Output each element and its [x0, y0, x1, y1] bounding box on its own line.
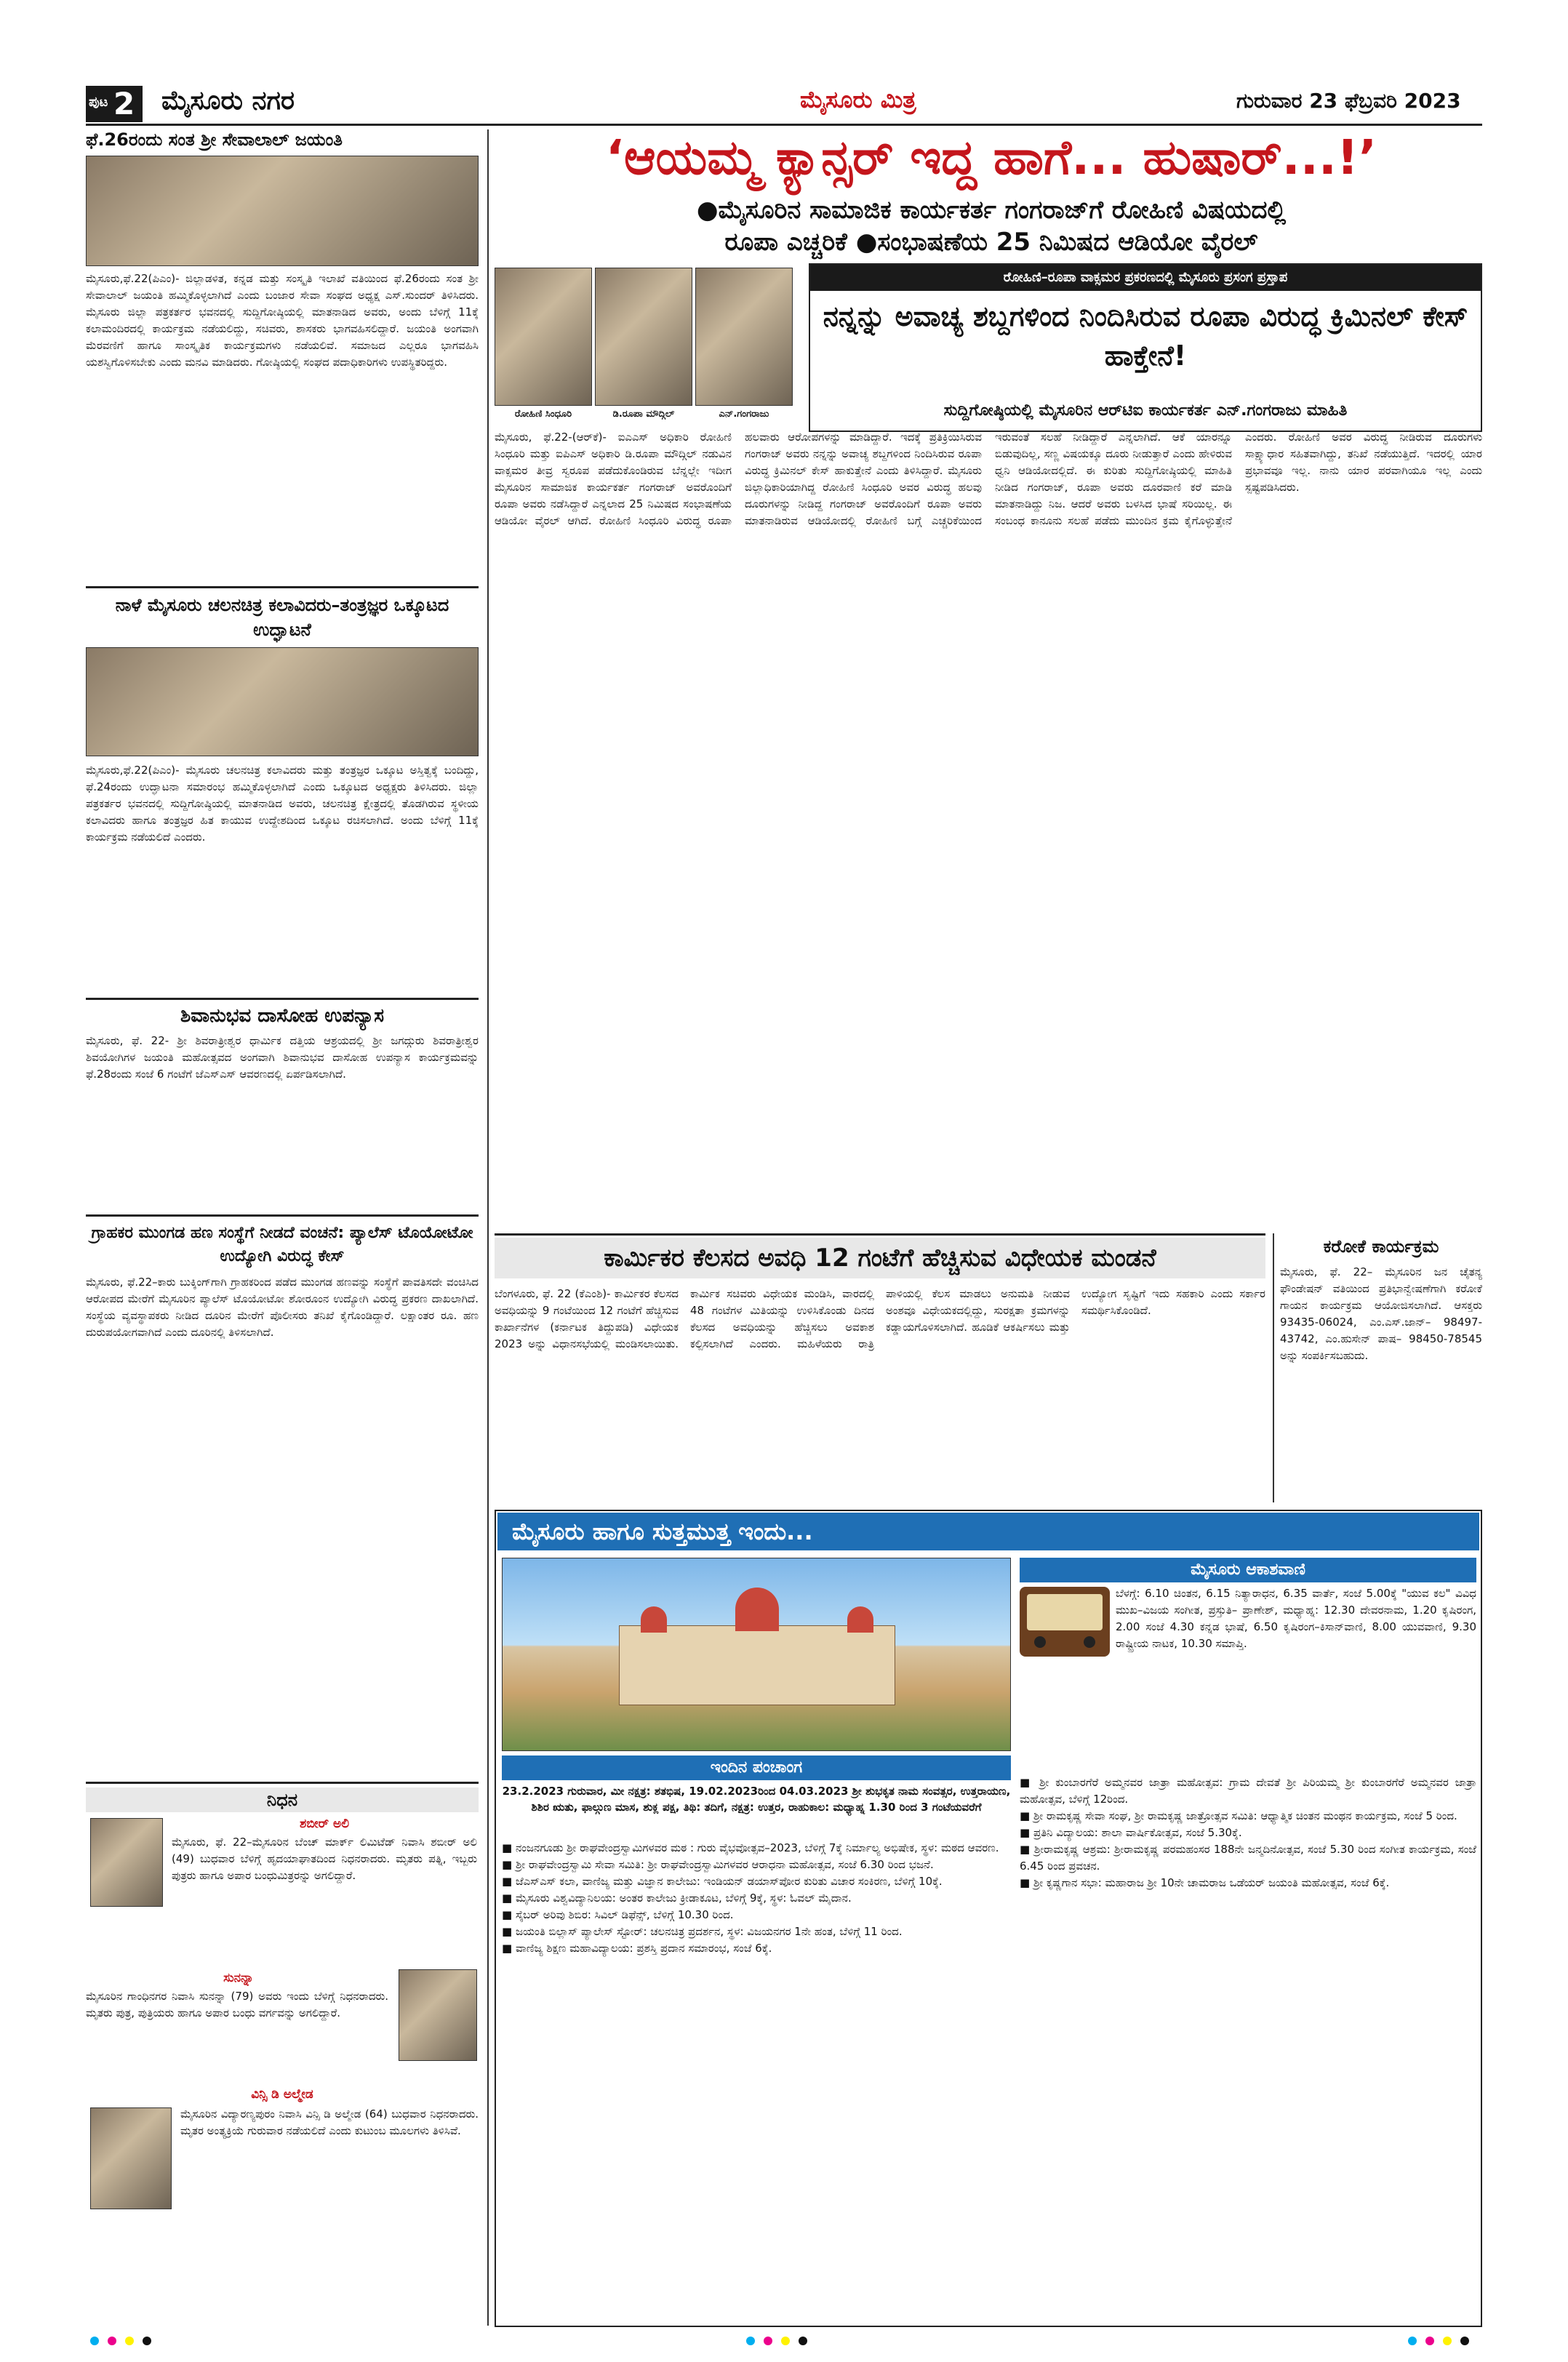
lead-story-body: ಮೈಸೂರು, ಫೆ.22-(ಆರ್‌ಕೆ)- ಐಎಎಸ್ ಅಧಿಕಾರಿ ರೋಹಿಣಿ ಸಿಂಧೂರಿ ಮತ್ತು ಐಪಿಎಸ್ ಅಧಿಕಾರಿ ಡಿ.ರೂಪಾ ಮೌದ್ಗಿಲ್ ನಡುವಿನ ವಾಕ್ಸಮರ ತೀವ್ರ ಸ್ವರೂಪ ಪಡೆದುಕೊಂಡಿರುವ ಬೆನ್ನಲ್ಲೇ ಇದೀಗ ಮೈಸೂರಿನ ಸಾಮಾಜಿಕ ಕಾರ್ಯಕರ್ತ ಗಂಗರಾಜ್ ಅವರೊಂದಿಗೆ ರೂಪಾ ಅವರು ನಡೆಸಿದ್ದಾರೆ ಎನ್ನಲಾದ 25 ನಿಮಿಷದ ಸಂಭಾಷಣೆಯ ಆಡಿಯೋ ವೈರಲ್ ಆಗಿದೆ. ರೋಹಿಣಿ ಸಿಂಧೂರಿ ವಿರುದ್ಧ ರೂಪಾ ಹಲವಾರು ಆರೋಪಗಳನ್ನು ಮಾಡಿದ್ದಾರೆ. ಇದಕ್ಕೆ ಪ್ರತಿಕ್ರಿಯಿಸಿರುವ ಗಂಗರಾಜ್ ಅವರು ನನ್ನನ್ನು ಅವಾಚ್ಯ ಶಬ್ದಗಳಿಂದ ನಿಂದಿಸಿರುವ ರೂಪಾ ವಿರುದ್ಧ ಕ್ರಿಮಿನಲ್ ಕೇಸ್ ಹಾಕುತ್ತೇನೆ ಎಂದು ತಿಳಿಸಿದ್ದಾರೆ. ಮೈಸೂರು ಜಿಲ್ಲಾಧಿಕಾರಿಯಾಗಿದ್ದ ರೋಹಿಣಿ ಸಿಂಧೂರಿ ಅವರ ವಿರುದ್ಧ ಹಲವು ದೂರುಗಳನ್ನು ನೀಡಿದ್ದ ಗಂಗರಾಜ್ ಅವರೊಂದಿಗೆ ರೂಪಾ ಅವರು ಮಾತನಾಡಿರುವ ಆಡಿಯೋದಲ್ಲಿ ರೋಹಿಣಿ ಬಗ್ಗೆ ಎಚ್ಚರಿಕೆಯಿಂದ ಇರುವಂತೆ ಸಲಹೆ ನೀಡಿದ್ದಾರೆ ಎನ್ನಲಾಗಿದೆ. ಆಕೆ ಯಾರನ್ನೂ ಬಿಡುವುದಿಲ್ಲ, ಸಣ್ಣ ವಿಷಯಕ್ಕೂ ದೂರು ನೀಡುತ್ತಾರೆ ಎಂದು ಹೇಳಿರುವ ಧ್ವನಿ ಆಡಿಯೋದಲ್ಲಿದೆ. ಈ ಕುರಿತು ಸುದ್ದಿಗೋಷ್ಠಿಯಲ್ಲಿ ಮಾಹಿತಿ ನೀಡಿದ ಗಂಗರಾಜ್, ರೂಪಾ ಅವರು ದೂರವಾಣಿ ಕರೆ ಮಾಡಿ ಮಾತನಾಡಿದ್ದು ನಿಜ. ಆದರೆ ಅವರು ಬಳಸಿದ ಭಾಷೆ ಸರಿಯಿಲ್ಲ. ಈ ಸಂಬಂಧ ಕಾನೂನು ಸಲಹೆ ಪಡೆದು ಮುಂದಿನ ಕ್ರಮ ಕೈಗೊಳ್ಳುತ್ತೇನೆ ಎಂದರು. ರೋಹಿಣಿ ಅವರ ವಿರುದ್ಧ ನೀಡಿರುವ ದೂರುಗಳು ಸಾಕ್ಷ್ಯಾಧಾರ ಸಹಿತವಾಗಿದ್ದು, ತನಿಖೆ ನಡೆಯುತ್ತಿದೆ. ಇದರಲ್ಲಿ ಯಾರ ಪ್ರಭಾವವೂ ಇಲ್ಲ. ನಾನು ಯಾರ ಪರವಾಗಿಯೂ ಇಲ್ಲ ಎಂದು ಸ್ಪಷ್ಟಪಡಿಸಿದರು.: [495, 431, 1482, 527]
radio-heading: ಮೈಸೂರು ಆಕಾಶವಾಣಿ: [1020, 1558, 1476, 1582]
obituary-body-vinci: ಮೈಸೂರಿನ ವಿದ್ಯಾರಣ್ಯಪುರಂ ನಿವಾಸಿ ವಿನ್ಸಿ ಡಿ ಅಲ್ಮೇಡ (64) ಬುಧವಾರ ನಿಧನರಾದರು. ಮೃತರ ಅಂತ್ಯಕ್ರಿಯೆ ಗುರುವಾರ ನಡೆಯಲಿದೆ ಎಂದು ಕುಟುಂಬ ಮೂಲಗಳು ತಿಳಿಸಿವೆ.: [180, 2107, 479, 2137]
photo-n-gangaraju: [695, 268, 793, 406]
page-tag-label: ಪುಟ: [89, 95, 108, 110]
palace-dome: [847, 1606, 873, 1633]
lead-subhead-2: ರೂಪಾ ಎಚ್ಚರಿಕೆ ●ಸಂಭಾಷಣೆಯ 25 ನಿಮಿಷದ ಆಡಿಯೋ ವೈರಲ್: [724, 228, 1258, 257]
karaoke-body: ಮೈಸೂರು, ಫೆ. 22– ಮೈಸೂರಿನ ಜನ ಚೈತನ್ಯ ಫೌಂಡೇಷನ್ ವತಿಯಿಂದ ಪ್ರತಿಭಾನ್ವೇಷಣೆಗಾಗಿ ಕರೋಕೆ ಗಾಯನ ಕಾರ್ಯಕ್ರಮ ಆಯೋಜಿಸಲಾಗಿದೆ. ಆಸಕ್ತರು 93435-06024, ಎಂ.ಎಸ್.ಜಾನ್– 98497-43742, ಎಂ.ಹುಸೇನ್ ಪಾಷ– 98450-78545 ಅನ್ನು ಸಂಪರ್ಕಿಸಬಹುದು.: [1280, 1265, 1482, 1362]
palace-dome: [641, 1606, 667, 1633]
palace-photo: [502, 1558, 1011, 1751]
obituary-body-shabbir: ಮೈಸೂರು, ಫೆ. 22–ಮೈಸೂರಿನ ಬೆಂಚ್ ಮಾರ್ಕ್ ಲಿಮಿಟೆಡ್ ನಿವಾಸಿ ಶಬೀರ್ ಅಲಿ (49) ಬುಧವಾರ ಬೆಳಿಗ್ಗೆ ಹೃದಯಾಘಾತದಿಂದ ನಿಧನರಾದರು. ಮೃತರು ಪತ್ನಿ, ಇಬ್ಬರು ಪುತ್ರರು ಹಾಗೂ ಅಪಾರ ಬಂಧುಮಿತ್ರರನ್ನು ಅಗಲಿದ್ದಾರೆ.: [172, 1835, 477, 1882]
panchanga-heading: ಇಂದಿನ ಪಂಚಾಂಗ: [502, 1756, 1011, 1780]
labour-bill-headline: ಕಾರ್ಮಿಕರ ಕೆಲಸದ ಅವಧಿ 12 ಗಂಟೆಗೆ ಹೆಚ್ಚಿಸುವ ವಿಧೇಯಕ ಮಂಡನೆ: [495, 1238, 1265, 1278]
page-number: 2: [113, 86, 135, 121]
radio-dial: [1027, 1594, 1103, 1630]
column-rule: [1273, 1233, 1274, 1502]
divider: [86, 1782, 479, 1784]
inset-headline: ನನ್ನನ್ನು ಅವಾಚ್ಯ ಶಬ್ದಗಳಿಂದ ನಿಂದಿಸಿರುವ ರೂಪಾ ವಿರುದ್ಧ ಕ್ರಿಮಿನಲ್ ಕೇಸ್ ಹಾಕ್ತೇನೆ!: [823, 300, 1468, 372]
obituary-name-shabbir: ಶಬೀರ್ ಅಲಿ: [299, 1817, 350, 1831]
divider: [86, 586, 479, 588]
article-toyota-body: ಮೈಸೂರು, ಫೆ.22–ಕಾರು ಬುಕ್ಕಿಂಗ್‌ಗಾಗಿ ಗ್ರಾಹಕರಿಂದ ಪಡೆದ ಮುಂಗಡ ಹಣವನ್ನು ಸಂಸ್ಥೆಗೆ ಪಾವತಿಸದೇ ವಂಚಿಸಿದ ಆರೋಪದ ಮೇರೆಗೆ ಮೈಸೂರಿನ ಪ್ಯಾಲೆಸ್ ಟೊಯೋಟೋ ಶೋರೂಂನ ಉದ್ಯೋಗಿ ವಿರುದ್ಧ ಪ್ರಕರಣ ದಾಖಲಾಗಿದೆ. ಸಂಸ್ಥೆಯ ವ್ಯವಸ್ಥಾಪಕರು ನೀಡಿದ ದೂರಿನ ಮೇರೆಗೆ ಪೊಲೀಸರು ತನಿಖೆ ಕೈಗೊಂಡಿದ್ದಾರೆ. ಲಕ್ಷಾಂತರ ರೂ. ಹಣ ದುರುಪಯೋಗವಾಗಿದೆ ಎಂದು ದೂರಿನಲ್ಲಿ ತಿಳಿಸಲಾಗಿದೆ.: [86, 1276, 479, 1339]
film-union-press-photo: [86, 647, 479, 756]
divider: [86, 1214, 479, 1217]
column-rule: [487, 129, 489, 2326]
article-toyota-headline: ಗ್ರಾಹಕರ ಮುಂಗಡ ಹಣ ಸಂಸ್ಥೆಗೆ ನೀಡದೆ ವಂಚನೆ: ಪ್ಯಾಲೆಸ್ ಟೊಯೋಟೋ ಉದ್ಯೋಗಿ ವಿರುದ್ಧ ಕೇಸ್: [91, 1224, 473, 1265]
caption-roopa: ಡಿ.ರೂಪಾ ಮೌದ್ಗಿಲ್: [612, 409, 675, 420]
lead-subhead-1: ●ಮೈಸೂರಿನ ಸಾಮಾಜಿಕ ಕಾರ್ಯಕರ್ತ ಗಂಗರಾಜ್‌ಗೆ ರೋಹಿಣಿ ವಿಷಯದಲ್ಲಿ: [696, 196, 1287, 225]
registration-marks: [86, 2334, 156, 2348]
paper-name: ಮೈಸೂರು ಮಿತ್ರ: [800, 86, 916, 113]
page-tag: [86, 86, 143, 122]
obituary-photo-shabbir: [90, 1818, 163, 1907]
registration-marks: [1404, 2334, 1473, 2348]
events-list-left: ■ ನಂಜನಗೂಡು ಶ್ರೀ ರಾಘವೇಂದ್ರಸ್ವಾಮಿಗಳವರ ಮಠ : ಗುರು ವೈಭವೋತ್ಸವ–2023, ಬೆಳಿಗ್ಗೆ 7ಕ್ಕೆ ನಿರ್ಮಾಲ್ಯ ಅಭಿಷೇಕ, ಸ್ಥಳ: ಮಠದ ಆವರಣ. ■ ಶ್ರೀ ರಾಘವೇಂದ್ರಸ್ವಾಮಿ ಸೇವಾ ಸಮಿತಿ: ಶ್ರೀ ರಾಘವೇಂದ್ರಸ್ವಾಮಿಗಳವರ ಆರಾಧನಾ ಮಹೋತ್ಸವ, ಸಂಜೆ 6.30 ರಿಂದ ಭಜನೆ. ■ ಜೆಎಸ್‌ಎಸ್ ಕಲಾ, ವಾಣಿಜ್ಯ ಮತ್ತು ವಿಜ್ಞಾನ ಕಾಲೇಜು: ಇಂಡಿಯನ್ ಡಯಾಸ್‌ಪೋರ ಕುರಿತು ವಿಚಾರ ಸಂಕಿರಣ, ಬೆಳಿಗ್ಗೆ 10ಕ್ಕೆ. ■ ಮೈಸೂರು ವಿಶ್ವವಿದ್ಯಾನಿಲಯ: ಅಂತರ ಕಾಲೇಜು ಕ್ರೀಡಾಕೂಟ, ಬೆಳಿಗ್ಗೆ 9ಕ್ಕೆ, ಸ್ಥಳ: ಓವಲ್ ಮೈದಾನ. ■ ಸೈಬರ್ ಅರಿವು ಶಿಬಿರ: ಸಿವಿಲ್ ಡಿಫೆನ್ಸ್, ಬೆಳಿಗ್ಗೆ 10.30 ರಿಂದ. ■ ಜಯಂತಿ ಬಿಲ್ಲಾಸ್ ಪ್ಯಾಲೇಸ್ ಸ್ಟೋರ್: ಚಲನಚಿತ್ರ ಪ್ರದರ್ಶನ, ಸ್ಥಳ: ವಿಜಯನಗರ 1ನೇ ಹಂತ, ಬೆಳಿಗ್ಗೆ 11 ರಿಂದ. ■ ವಾಣಿಜ್ಯ ಶಿಕ್ಷಣ ಮಹಾವಿದ್ಯಾಲಯ: ಪ್ರಶಸ್ತಿ ಪ್ರದಾನ ಸಮಾರಂಭ, ಸಂಜೆ 6ಕ್ಕೆ.: [502, 1841, 999, 1955]
article-shivanubhava-body: ಮೈಸೂರು, ಫೆ. 22- ಶ್ರೀ ಶಿವರಾತ್ರೀಶ್ವರ ಧಾರ್ಮಿಕ ದತ್ತಿಯ ಆಶ್ರಯದಲ್ಲಿ ಶ್ರೀ ಜಗದ್ಗುರು ಶಿವರಾತ್ರೀಶ್ವರ ಶಿವಯೋಗಿಗಳ ಜಯಂತಿ ಮಹೋತ್ಸವದ ಅಂಗವಾಗಿ ಶಿವಾನುಭವ ದಾಸೋಹ ಉಪನ್ಯಾಸ ಕಾರ್ಯಕ್ರಮವನ್ನು ಫೆ.28ರಂದು ಸಂಜೆ 6 ಗಂಟೆಗೆ ಜೆಎಸ್‌ಎಸ್ ಆವರಣದಲ್ಲಿ ಏರ್ಪಡಿಸಲಾಗಿದೆ.: [86, 1034, 479, 1081]
radio-schedule: ಬೆಳಗ್ಗೆ: 6.10 ಚಿಂತನ, 6.15 ನಿತ್ಯಾರಾಧನ, 6.35 ವಾರ್ತೆ, ಸಂಜೆ 5.00ಕ್ಕೆ "ಯುವ ಕಲ" ವಿವಿಧ ಮುಖ–ವಿಜಯ ಸಂಗೀತ, ಪ್ರಸ್ತುತಿ– ಪ್ರಾಣೇಶ್, ಮಧ್ಯಾಹ್ನ: 12.30 ದೇವರನಾಮ, 1.20 ಕೃಷಿರಂಗ, 2.00 ಸಂಜೆ 4.30 ಕನ್ನಡ ಭಾಷೆ, 6.50 ಕೃಷಿರಂಗ–ಕಿಸಾನ್‌ವಾಣಿ, 8.00 ಯುವವಾಣಿ, 9.30 ರಾಷ್ಟ್ರೀಯ ನಾಟಕ, 10.30 ಸಮಾಪ್ತಿ.: [1116, 1587, 1476, 1650]
article-film-union-body: ಮೈಸೂರು,ಫೆ.22(ಪಿಎಂ)- ಮೈಸೂರು ಚಲನಚಿತ್ರ ಕಲಾವಿದರು ಮತ್ತು ತಂತ್ರಜ್ಞರ ಒಕ್ಕೂಟ ಅಸ್ತಿತ್ವಕ್ಕೆ ಬಂದಿದ್ದು, ಫೆ.24ರಂದು ಉದ್ಘಾಟನಾ ಸಮಾರಂಭ ಹಮ್ಮಿಕೊಳ್ಳಲಾಗಿದೆ ಎಂದು ಒಕ್ಕೂಟದ ಅಧ್ಯಕ್ಷರು ತಿಳಿಸಿದರು. ಜಿಲ್ಲಾ ಪತ್ರಕರ್ತರ ಭವನದಲ್ಲಿ ಸುದ್ದಿಗೋಷ್ಠಿಯಲ್ಲಿ ಮಾತನಾಡಿದ ಅವರು, ಚಲನಚಿತ್ರ ಕ್ಷೇತ್ರದಲ್ಲಿ ತೊಡಗಿರುವ ಸ್ಥಳೀಯ ಕಲಾವಿದರು ಹಾಗೂ ತಂತ್ರಜ್ಞರ ಹಿತ ಕಾಯುವ ಉದ್ದೇಶದಿಂದ ಒಕ್ಕೂಟ ರಚಿಸಲಾಗಿದೆ. ಅಂದು ಬೆಳಿಗ್ಗೆ 11ಕ್ಕೆ ಕಾರ್ಯಕ್ರಮ ನಡೆಯಲಿದೆ ಎಂದರು.: [86, 764, 479, 844]
caption-gangaraju: ಎನ್.ಗಂಗರಾಜು: [719, 409, 769, 420]
inset-subhead: ಸುದ್ದಿಗೋಷ್ಠಿಯಲ್ಲಿ ಮೈಸೂರಿನ ಆರ್‌ಟಿಐ ಕಾರ್ಯಕರ್ತ ಎನ್.ಗಂಗರಾಜು ಮಾಹಿತಿ: [943, 401, 1348, 420]
radio-knob: [1084, 1636, 1095, 1648]
lead-headline: ‘ಆಯಮ್ಮ ಕ್ಯಾನ್ಸರ್ ಇದ್ದ ಹಾಗೆ... ಹುಷಾರ್...!’: [605, 129, 1377, 185]
obituary-photo-sunanna: [399, 1969, 477, 2061]
inset-kicker: ರೋಹಿಣಿ–ರೂಪಾ ವಾಕ್ಸಮರ ಪ್ರಕರಣದಲ್ಲಿ ಮೈಸೂರು ಪ್ರಸಂಗ ಪ್ರಸ್ತಾಪ: [810, 265, 1481, 291]
events-list-right: ■ ಶ್ರೀ ಕುಂಬಾರಗೆರೆ ಅಮ್ಮನವರ ಜಾತ್ರಾ ಮಹೋತ್ಸವ: ಗ್ರಾಮ ದೇವತೆ ಶ್ರೀ ಪಿರಿಯಮ್ಮ ಶ್ರೀ ಕುಂಬಾರಗೆರೆ ಅಮ್ಮನವರ ಜಾತ್ರಾ ಮಹೋತ್ಸವ, ಬೆಳಿಗ್ಗೆ 12ರಿಂದ. ■ ಶ್ರೀ ರಾಮಕೃಷ್ಣ ಸೇವಾ ಸಂಘ, ಶ್ರೀ ರಾಮಕೃಷ್ಣ ಜಾತ್ರೋತ್ಸವ ಸಮಿತಿ: ಆಧ್ಯಾತ್ಮಿಕ ಚಿಂತನ ಮಂಥನ ಕಾರ್ಯಕ್ರಮ, ಸಂಜೆ 5 ರಿಂದ. ■ ಪ್ರತಿನಿ ವಿದ್ಯಾಲಯ: ಶಾಲಾ ವಾರ್ಷಿಕೋತ್ಸವ, ಸಂಜೆ 5.30ಕ್ಕೆ. ■ ಶ್ರೀರಾಮಕೃಷ್ಣ ಆಶ್ರಮ: ಶ್ರೀರಾಮಕೃಷ್ಣ ಪರಮಹಂಸರ 188ನೇ ಜನ್ಮದಿನೋತ್ಸವ, ಸಂಜೆ 5.30 ರಿಂದ ಸಂಗೀತ ಕಾರ್ಯಕ್ರಮ, ಸಂಜೆ 6.45 ರಿಂದ ಪ್ರವಚನ. ■ ಶ್ರೀ ಕೃಷ್ಣಗಾನ ಸಭಾ: ಮಹಾರಾಜ ಶ್ರೀ 10ನೇ ಚಾಮರಾಜ ಒಡೆಯರ್ ಜಯಂತಿ ಮಹೋತ್ಸವ, ಸಂಜೆ 6ಕ್ಕೆ.: [1020, 1776, 1476, 1889]
obituary-name-vinci: ವಿನ್ಸಿ ಡಿ ಅಲ್ಮೇಡ: [251, 2087, 313, 2102]
article-sevalal-headline: ಫೆ.26ರಂದು ಸಂತ ಶ್ರೀ ಸೇವಾಲಾಲ್ ಜಯಂತಿ: [86, 129, 343, 150]
photo-d-roopa: [595, 268, 692, 406]
obituary-photo-vinci: [90, 2107, 172, 2209]
article-sevalal-body: ಮೈಸೂರು,ಫೆ.22(ಪಿಎಂ)- ಜಿಲ್ಲಾಡಳಿತ, ಕನ್ನಡ ಮತ್ತು ಸಂಸ್ಕೃತಿ ಇಲಾಖೆ ವತಿಯಿಂದ ಫೆ.26ರಂದು ಸಂತ ಶ್ರೀ ಸೇವಾಲಾಲ್ ಜಯಂತಿ ಹಮ್ಮಿಕೊಳ್ಳಲಾಗಿದೆ ಎಂದು ಬಂಜಾರ ಸೇವಾ ಸಂಘದ ಅಧ್ಯಕ್ಷ ಎಸ್.ಸುಂದರ್ ತಿಳಿಸಿದರು. ಮೈಸೂರು ಜಿಲ್ಲಾ ಪತ್ರಕರ್ತರ ಭವನದಲ್ಲಿ ಸುದ್ದಿಗೋಷ್ಠಿಯಲ್ಲಿ ಮಾತನಾಡಿದ ಅವರು, ಅಂದು ಬೆಳಿಗ್ಗೆ 11ಕ್ಕೆ ಕಲಾಮಂದಿರದಲ್ಲಿ ಕಾರ್ಯಕ್ರಮ ನಡೆಯಲಿದ್ದು, ಸಚಿವರು, ಶಾಸಕರು ಭಾಗವಹಿಸಲಿದ್ದಾರೆ. ಜಯಂತಿ ಅಂಗವಾಗಿ ಮೆರವಣಿಗೆ ಹಾಗೂ ಸಾಂಸ್ಕೃತಿಕ ಕಾರ್ಯಕ್ರಮಗಳು ನಡೆಯಲಿವೆ. ಸಮಾಜದ ಎಲ್ಲರೂ ಭಾಗವಹಿಸಿ ಯಶಸ್ವಿಗೊಳಿಸಬೇಕು ಎಂದು ಮನವಿ ಮಾಡಿದರು. ಗೋಷ್ಠಿಯಲ್ಲಿ ಸಂಘದ ಪದಾಧಿಕಾರಿಗಳು ಉಪಸ್ಥಿತರಿದ್ದರು.: [86, 272, 479, 369]
radio-knob: [1034, 1636, 1046, 1648]
registration-marks: [742, 2334, 812, 2348]
radio-icon: [1020, 1587, 1110, 1657]
sevalal-press-photo: [86, 156, 479, 266]
karaoke-headline: ಕರೋಕೆ ಕಾರ್ಯಕ್ರಮ: [1323, 1236, 1439, 1257]
palace-facade: [619, 1625, 895, 1705]
photo-rohini-sindhuri: [495, 268, 592, 406]
events-banner: ಮೈಸೂರು ಹಾಗೂ ಸುತ್ತಮುತ್ತ ಇಂದು...: [497, 1513, 1479, 1550]
palace-dome: [735, 1588, 779, 1631]
masthead-divider: [86, 124, 1482, 126]
obituary-body-sunanna: ಮೈಸೂರಿನ ಗಾಂಧಿನಗರ ನಿವಾಸಿ ಸುನನ್ನಾ (79) ಅವರು ಇಂದು ಬೆಳಿಗ್ಗೆ ನಿಧನರಾದರು. ಮೃತರು ಪುತ್ರ, ಪುತ್ರಿಯರು ಹಾಗೂ ಅಪಾರ ಬಂಧು ವರ್ಗವನ್ನು ಅಗಲಿದ್ದಾರೆ.: [86, 1990, 388, 2019]
section-name: ಮೈಸೂರು ನಗರ: [161, 86, 295, 116]
divider: [495, 1233, 1265, 1236]
obituary-name-sunanna: ಸುನನ್ನಾ: [223, 1971, 254, 1985]
obituary-heading: ನಿಧನ: [86, 1787, 479, 1812]
labour-bill-body: ಬೆಂಗಳೂರು, ಫೆ. 22 (ಕೆಎಂಶಿ)- ಕಾರ್ಮಿಕರ ಕೆಲಸದ ಅವಧಿಯನ್ನು 9 ಗಂಟೆಯಿಂದ 12 ಗಂಟೆಗೆ ಹೆಚ್ಚಿಸುವ ಕಾರ್ಖಾನೆಗಳ (ಕರ್ನಾಟಕ ತಿದ್ದುಪಡಿ) ವಿಧೇಯಕ 2023 ಅನ್ನು ವಿಧಾನಸಭೆಯಲ್ಲಿ ಮಂಡಿಸಲಾಯಿತು. ಕಾರ್ಮಿಕ ಸಚಿವರು ವಿಧೇಯಕ ಮಂಡಿಸಿ, ವಾರದಲ್ಲಿ 48 ಗಂಟೆಗಳ ಮಿತಿಯನ್ನು ಉಳಿಸಿಕೊಂಡು ದಿನದ ಕೆಲಸದ ಅವಧಿಯನ್ನು ಹೆಚ್ಚಿಸಲು ಅವಕಾಶ ಕಲ್ಪಿಸಲಾಗಿದೆ ಎಂದರು. ಮಹಿಳೆಯರು ರಾತ್ರಿ ಪಾಳಿಯಲ್ಲಿ ಕೆಲಸ ಮಾಡಲು ಅನುಮತಿ ನೀಡುವ ಅಂಶವೂ ವಿಧೇಯಕದಲ್ಲಿದ್ದು, ಸುರಕ್ಷತಾ ಕ್ರಮಗಳನ್ನು ಕಡ್ಡಾಯಗೊಳಿಸಲಾಗಿದೆ. ಹೂಡಿಕೆ ಆಕರ್ಷಿಸಲು ಮತ್ತು ಉದ್ಯೋಗ ಸೃಷ್ಟಿಗೆ ಇದು ಸಹಕಾರಿ ಎಂದು ಸರ್ಕಾರ ಸಮರ್ಥಿಸಿಕೊಂಡಿದೆ.: [495, 1287, 1265, 1350]
lead-inset-box: [809, 263, 1482, 432]
caption-rohini: ರೋಹಿಣಿ ಸಿಂಧೂರಿ: [514, 409, 572, 420]
panchanga-text: 23.2.2023 ಗುರುವಾರ, ಮೀ ನಕ್ಷತ್ರ: ಶತಭಿಷ, 19.02.2023ರಿಂದ 04.03.2023 ಶ್ರೀ ಶುಭಕೃತ ನಾಮ ಸಂವತ್ಸರ, ಉತ್ತರಾಯಣ, ಶಿಶಿರ ಋತು, ಫಾಲ್ಗುಣ ಮಾಸ, ಶುಕ್ಲ ಪಕ್ಷ, ತಿಥಿ: ತದಿಗೆ, ನಕ್ಷತ್ರ: ಉತ್ತರ, ರಾಹುಕಾಲ: ಮಧ್ಯಾಹ್ನ 1.30 ರಿಂದ 3 ಗಂಟೆಯವರೆಗೆ: [502, 1785, 1011, 1814]
divider: [86, 998, 479, 1000]
article-film-union-headline: ನಾಳೆ ಮೈಸೂರು ಚಲನಚಿತ್ರ ಕಲಾವಿದರು–ತಂತ್ರಜ್ಞರ ಒಕ್ಕೂಟದ ಉದ್ಘಾಟನೆ: [115, 595, 449, 640]
article-shivanubhava-headline: ಶಿವಾನುಭವ ದಾಸೋಹ ಉಪನ್ಯಾಸ: [180, 1005, 385, 1027]
issue-date: ಗುರುವಾರ 23 ಫೆಬ್ರವರಿ 2023: [1236, 89, 1461, 113]
